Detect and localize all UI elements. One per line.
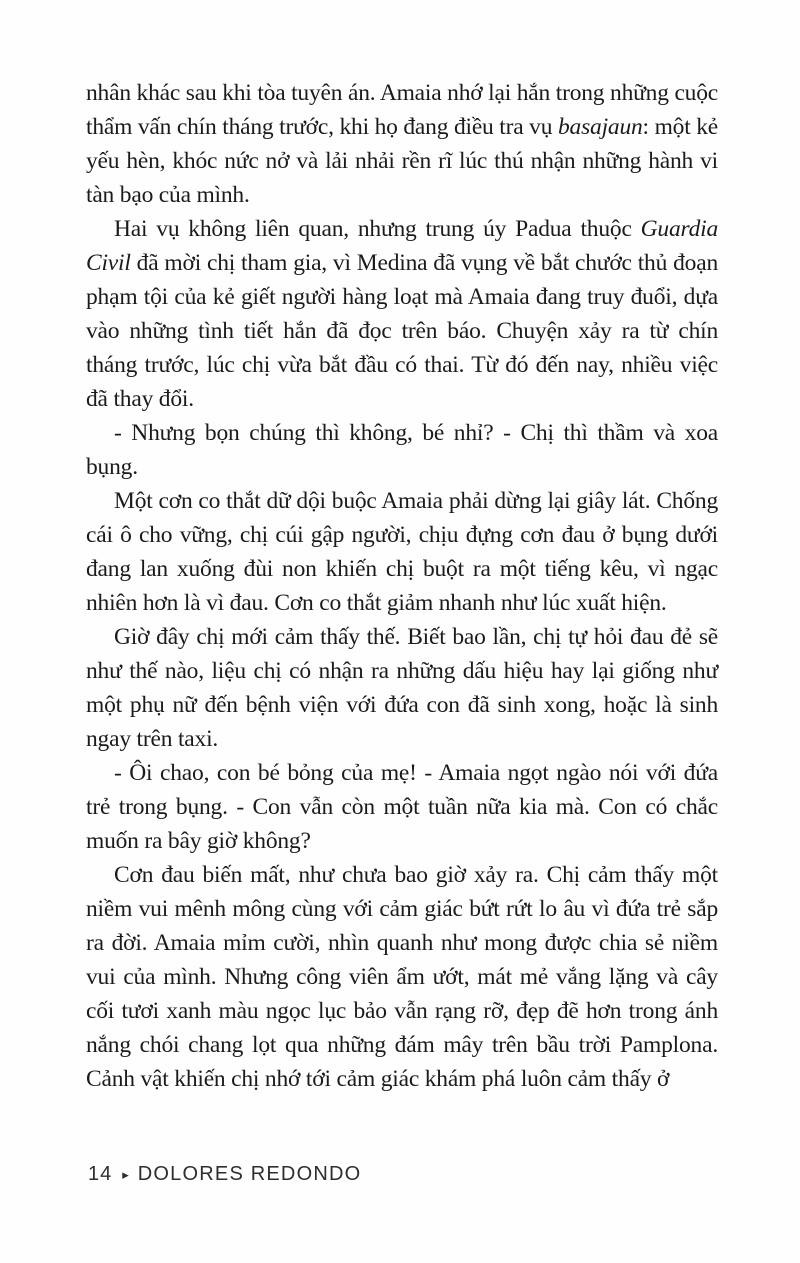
text-segment: - Ôi chao, con bé bỏng của mẹ! - Amaia ngọt ngào nói với đứa trẻ trong bụng. - Con vẫn còn một tuần nữa kia mà. Con có chắc muốn ra bây giờ không? <box>86 760 718 854</box>
italic-text-segment: Guardia Civil <box>86 216 718 276</box>
paragraph <box>86 620 718 756</box>
paragraph <box>86 212 718 416</box>
paragraph <box>86 756 718 858</box>
author-running-footer: DOLORES REDONDO <box>137 1163 362 1185</box>
page-number: 14 <box>88 1163 113 1185</box>
paragraph <box>86 416 718 484</box>
text-segment: Giờ đây chị mới cảm thấy thế. Biết bao lần, chị tự hỏi đau đẻ sẽ như thế nào, liệu chị có nhận ra những dấu hiệu hay lại giống như một phụ nữ đến bệnh viện với đứa con đã sinh xong, hoặc là sinh ngay trên taxi. <box>86 624 718 752</box>
text-segment: Cơn đau biến mất, như chưa bao giờ xảy ra. Chị cảm thấy một niềm vui mênh mông cùng với cảm giác bứt rứt lo âu vì đứa trẻ sắp ra đời. Amaia mỉm cười, nhìn quanh như mong được chia sẻ niềm vui của mình. Nhưng công viên ẩm ướt, mát mẻ vắng lặng và cây cối tươi xanh màu ngọc lục bảo vẫn rạng rỡ, đẹp đẽ hơn trong ánh nắng chói chang lọt qua những đám mây trên bầu trời Pamplona. Cảnh vật khiến chị nhớ tới cảm giác khám phá luôn cảm thấy ở <box>86 862 718 1092</box>
text-segment: Hai vụ không liên quan, nhưng trung úy Padua thuộc <box>114 216 641 242</box>
text-segment: Một cơn co thắt dữ dội buộc Amaia phải dừng lại giây lát. Chống cái ô cho vững, chị cúi gập người, chịu đựng cơn đau ở bụng dưới đang lan xuống đùi non khiến chị buột ra một tiếng kêu, vì ngạc nhiên hơn là vì đau. Cơn co thắt giảm nhanh như lúc xuất hiện. <box>86 488 718 616</box>
triangle-marker-icon: ▸ <box>122 1166 129 1182</box>
body-text-block <box>86 76 718 1096</box>
paragraph <box>86 484 718 620</box>
paragraph <box>86 76 718 212</box>
italic-text-segment: basajaun <box>557 114 643 140</box>
text-segment: nhân khác sau khi tòa tuyên án. Amaia nhớ lại hắn trong những cuộc thẩm vấn chín tháng trước, khi họ đang điều tra vụ <box>86 80 718 140</box>
page-footer <box>88 1163 361 1186</box>
text-segment: : một kẻ yếu hèn, khóc nức nở và lải nhải rền rĩ lúc thú nhận những hành vi tàn bạo của mình. <box>86 114 718 208</box>
paragraph <box>86 858 718 1096</box>
text-segment: - Nhưng bọn chúng thì không, bé nhỉ? - Chị thì thầm và xoa bụng. <box>86 420 718 480</box>
text-segment: đã mời chị tham gia, vì Medina đã vụng về bắt chước thủ đoạn phạm tội của kẻ giết người hàng loạt mà Amaia đang truy đuổi, dựa vào những tình tiết hắn đã đọc trên báo. Chuyện xảy ra từ chín tháng trước, lúc chị vừa bắt đầu có thai. Từ đó đến nay, nhiều việc đã thay đổi. <box>86 250 718 412</box>
